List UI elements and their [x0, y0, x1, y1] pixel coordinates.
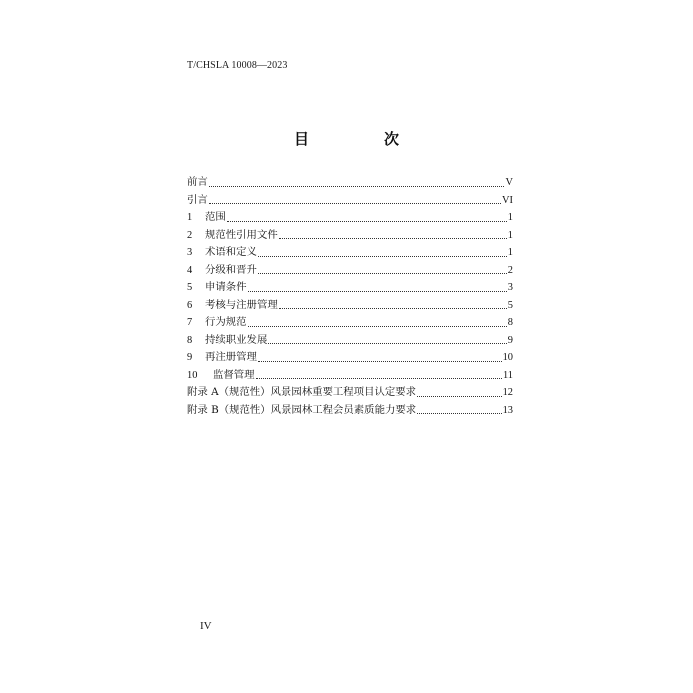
- toc-entry-number: 10: [187, 369, 198, 381]
- toc-dot-leader: [279, 237, 507, 239]
- toc-entry-label: 附录 B（规范性）风景园林工程会员素质能力要求: [187, 403, 417, 416]
- toc-dot-leader: [248, 290, 507, 292]
- toc-entry-page: 1: [507, 212, 513, 223]
- toc-entry-page: 5: [507, 299, 513, 311]
- toc-entry-number: 3: [187, 247, 193, 258]
- toc-entry-label: 再注册管理: [205, 351, 257, 363]
- toc-entry-number: 7: [187, 317, 193, 328]
- toc-entry-number: 6: [187, 299, 193, 311]
- toc-entry-label: 引言: [187, 193, 208, 206]
- toc-entry-number: 1: [187, 212, 193, 223]
- toc-entry-page: 1: [507, 229, 513, 241]
- toc-entry[interactable]: [187, 227, 513, 245]
- toc-entry-number: 5: [187, 282, 193, 293]
- toc-dot-leader: [417, 395, 502, 397]
- toc-title: 目 次: [293, 130, 429, 148]
- toc-dot-leader: [227, 220, 507, 222]
- toc-entry-label: 附录 A（规范性）风景园林重要工程项目认定要求: [187, 386, 417, 398]
- toc-entry-label: 考核与注册管理: [205, 298, 278, 311]
- toc-entry-number: 8: [187, 334, 193, 346]
- toc-dot-leader: [256, 377, 502, 379]
- toc-entry-page: 10: [502, 352, 513, 363]
- toc-entry-label: 申请条件: [205, 281, 247, 293]
- toc-entry-label: 行为规范: [205, 316, 247, 328]
- toc-entry-label: 规范性引用文件: [205, 228, 278, 241]
- toc-entry-page: 13: [502, 404, 513, 416]
- toc-entry-label: 持续职业发展: [205, 333, 268, 346]
- toc-entry[interactable]: [187, 262, 513, 280]
- toc-entry-page: VI: [502, 194, 513, 206]
- toc-entry-page: 9: [507, 334, 513, 346]
- toc-dot-leader: [209, 185, 505, 187]
- toc-entry-label: 分级和晋升: [205, 263, 257, 276]
- toc-entry-label: 监督管理: [213, 368, 255, 381]
- toc-entry[interactable]: [187, 384, 513, 402]
- toc-entry[interactable]: [187, 174, 513, 192]
- toc-dot-leader: [248, 325, 507, 327]
- toc-entry[interactable]: [187, 279, 513, 297]
- toc-entry-page: 1: [507, 247, 513, 258]
- toc-entry[interactable]: [187, 209, 513, 227]
- toc-entry[interactable]: [187, 367, 513, 385]
- toc-entry-number: 2: [187, 229, 193, 241]
- toc-entry[interactable]: [187, 192, 513, 210]
- toc-entry[interactable]: [187, 349, 513, 367]
- toc-entry[interactable]: [187, 402, 513, 420]
- toc-entry-page: 12: [502, 387, 513, 398]
- toc-entry-label: 范围: [205, 211, 226, 223]
- page-number: IV: [200, 620, 212, 632]
- toc-dot-leader: [258, 255, 507, 257]
- toc-dot-leader: [268, 342, 506, 344]
- toc-dot-leader: [258, 272, 507, 274]
- toc-entry-page: 8: [507, 317, 513, 328]
- toc-entry[interactable]: [187, 297, 513, 315]
- toc-entry[interactable]: [187, 314, 513, 332]
- toc-entry-number: 9: [187, 352, 193, 363]
- toc-dot-leader: [258, 360, 502, 362]
- toc-entry-label: 前言: [187, 176, 208, 188]
- toc-entry-page: V: [505, 177, 513, 188]
- toc-entry-label: 术语和定义: [205, 246, 257, 258]
- toc-entry-page: 3: [507, 282, 513, 293]
- standard-code: T/CHSLA 10008—2023: [187, 60, 288, 71]
- table-of-contents: [187, 174, 513, 419]
- toc-dot-leader: [209, 202, 501, 204]
- toc-dot-leader: [279, 307, 507, 309]
- toc-entry[interactable]: [187, 244, 513, 262]
- toc-entry[interactable]: [187, 332, 513, 350]
- toc-entry-page: 2: [507, 264, 513, 276]
- toc-entry-page: 11: [502, 369, 513, 381]
- toc-dot-leader: [417, 412, 501, 414]
- toc-entry-number: 4: [187, 264, 193, 276]
